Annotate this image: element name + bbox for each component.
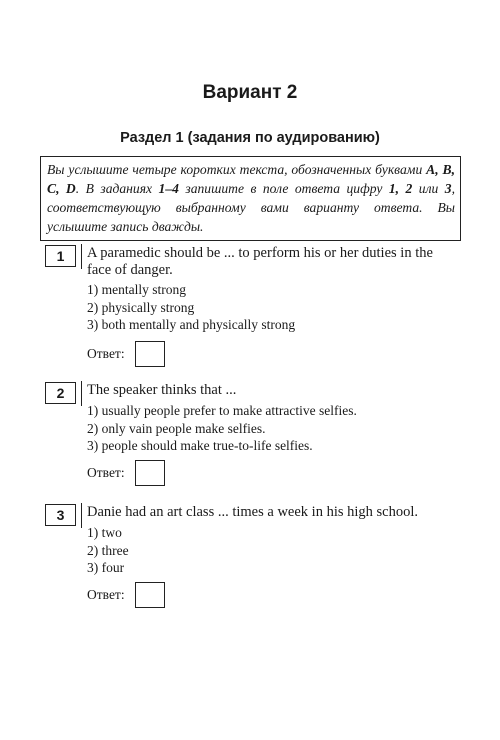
task-option: 3) four [87,560,125,575]
instructions-text: , соответствующую выбранному вами варианту ответа. Вы услышите запись дважды. [47,181,455,234]
instructions-text: или [412,181,445,196]
answer-label: Ответ: [87,346,125,361]
section-title: Раздел 1 (задания по аудированию) [120,130,380,146]
task-number-badge: 1 [45,245,76,267]
instructions-letters-ab: A, B, [426,162,455,177]
task-options [87,281,295,334]
instructions-letters-cd: C, D [47,181,76,196]
answer-input-box[interactable] [135,582,165,608]
task-2 [45,382,460,492]
task-option: 2) three [87,542,129,558]
variant-title: Вариант 2 [202,82,298,103]
task-option: 3) both mentally and physically strong [87,317,296,332]
instructions-text: . В заданиях [75,181,159,196]
answer-input-box[interactable] [135,460,165,486]
instructions-box [40,156,461,241]
task-number-badge: 3 [45,504,76,526]
answer-label: Ответ: [87,465,125,480]
task-option: 1) mentally strong [87,282,186,297]
task-question: A paramedic should be ... to perform his or her duties in the face of danger. [87,245,433,278]
instructions-digits: 1, 2 [388,181,413,196]
task-question: Danie had an art class ... times a week in his high school. [87,504,419,520]
task-option: 1) two [87,525,122,540]
task-3 [45,504,460,614]
answer-label: Ответ: [87,587,125,602]
task-option: 2) only vain people make selfies. [87,420,266,436]
instructions-tasks-range: 1–4 [158,181,179,196]
instructions-text: запишите в поле ответа цифру [178,181,389,196]
task-options [87,402,357,455]
instructions-digit: 3 [444,181,452,196]
instructions-text: Вы услышите четыре коротких текста, обозначенных буквами [47,162,427,177]
task-option: 2) physically strong [87,299,195,315]
task-option: 1) usually people prefer to make attractive selfies. [87,403,357,418]
task-options [87,524,129,577]
task-1 [45,245,460,375]
task-option: 3) people should make true-to-life selfies. [87,438,313,453]
answer-input-box[interactable] [135,341,165,367]
task-question: The speaker thinks that ... [87,382,237,398]
task-number-badge: 2 [45,382,76,404]
